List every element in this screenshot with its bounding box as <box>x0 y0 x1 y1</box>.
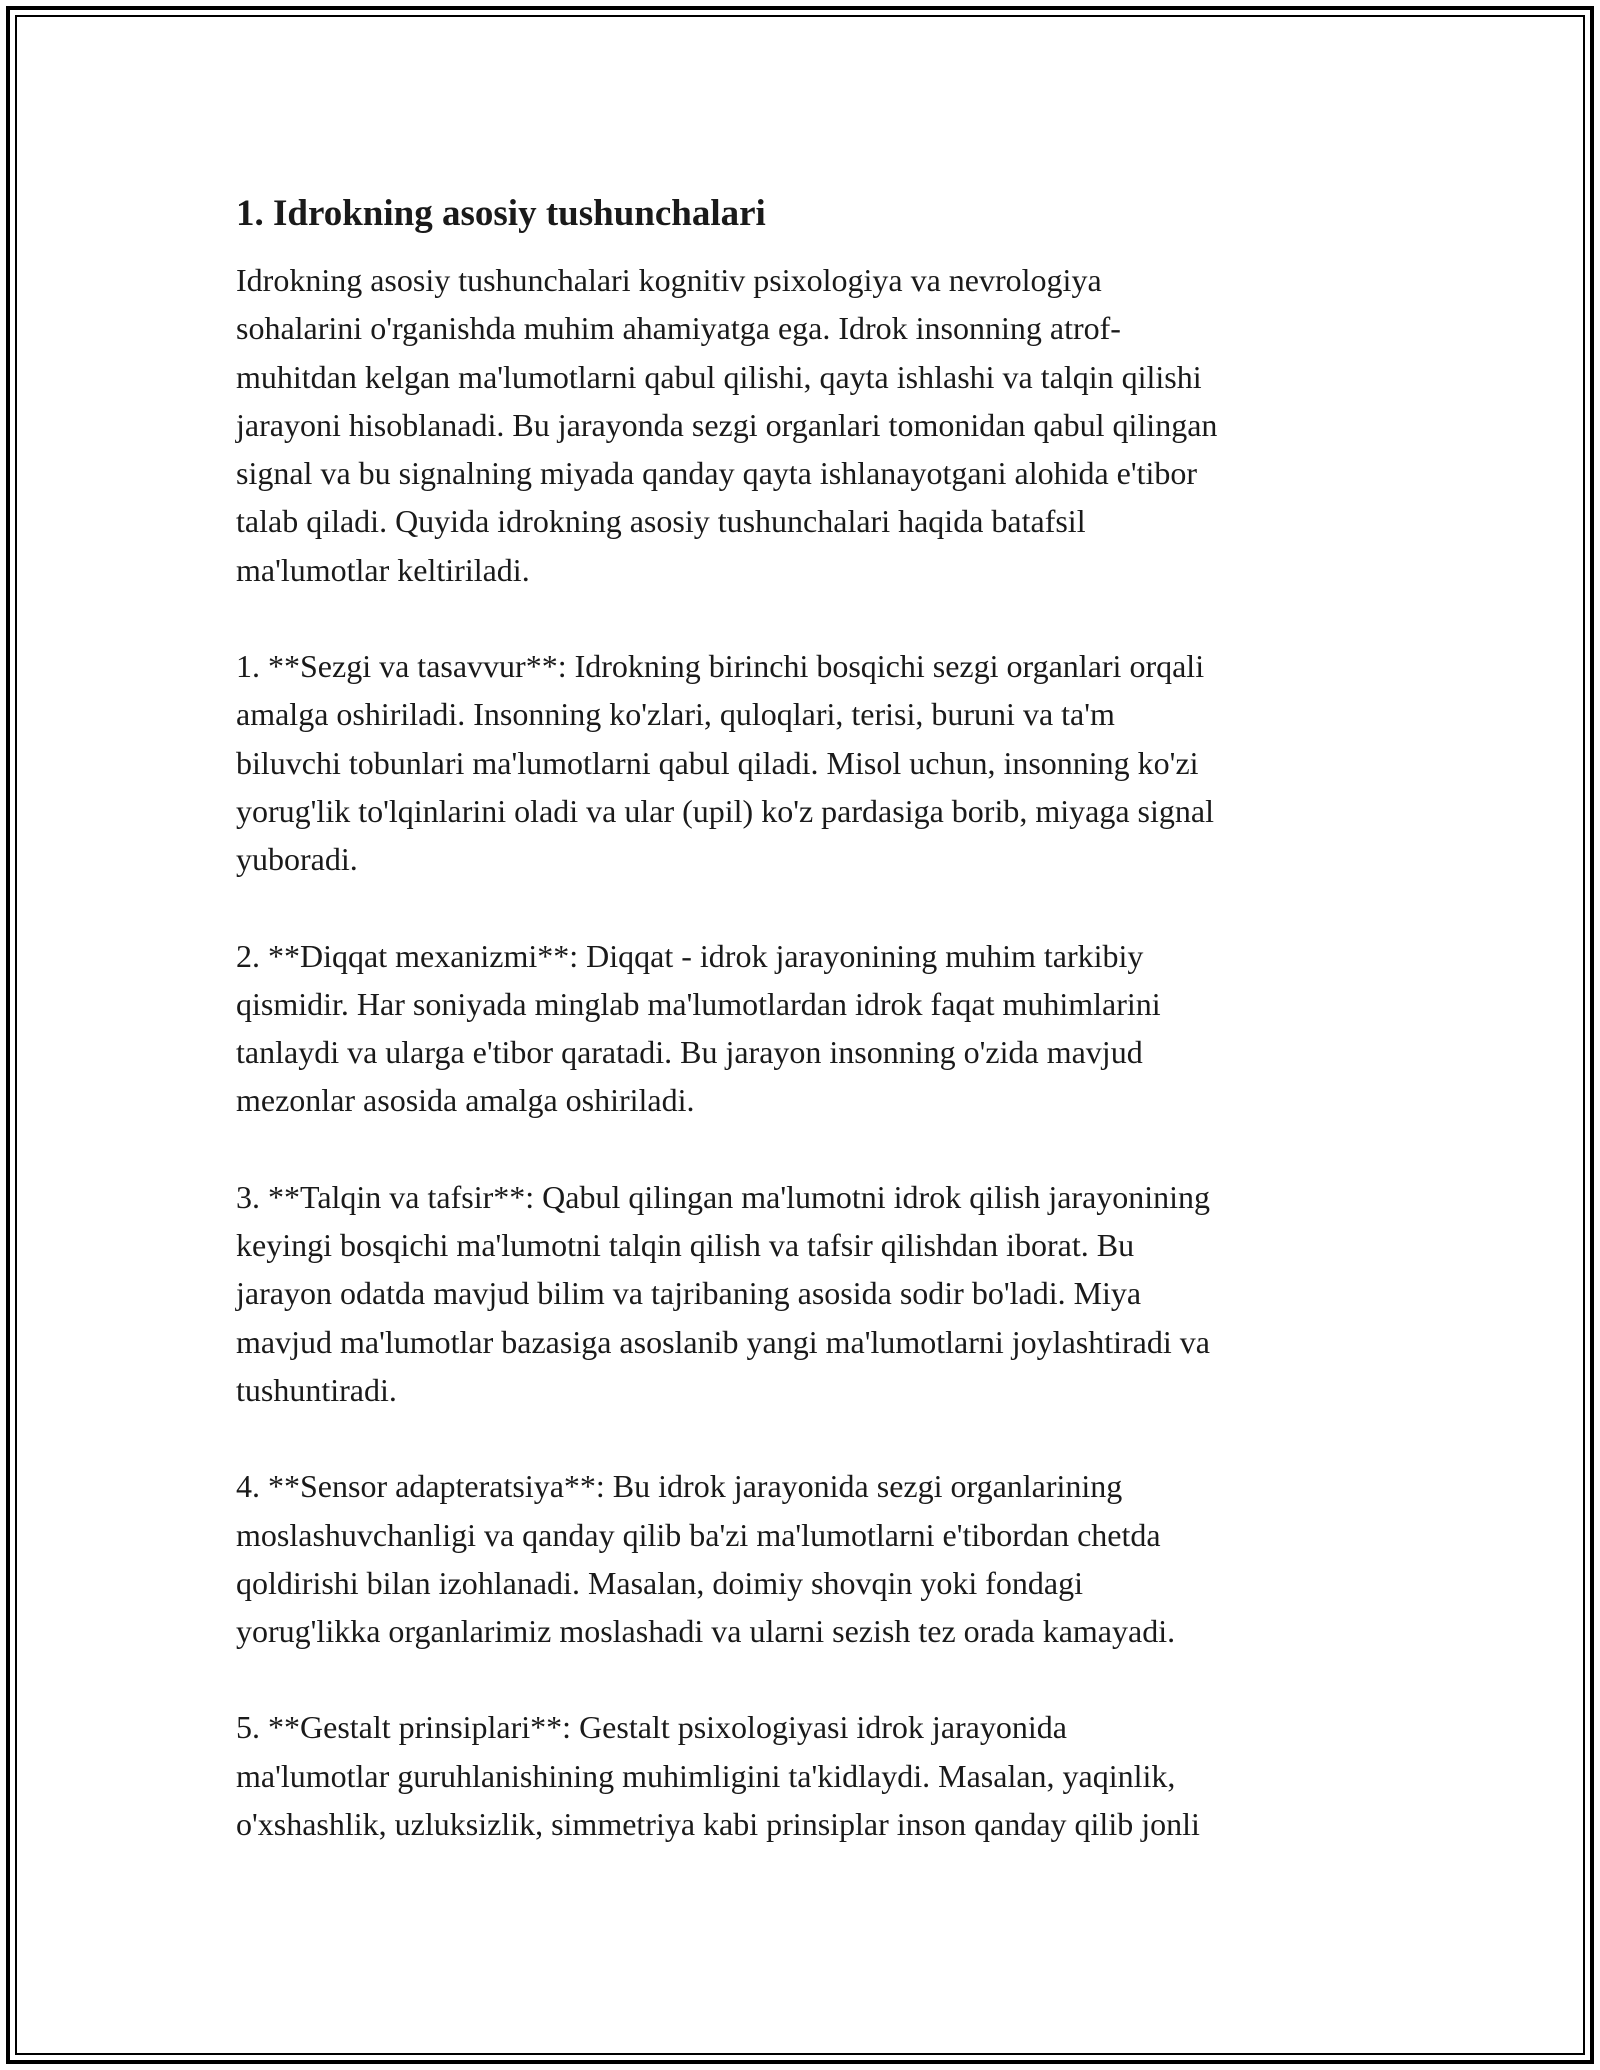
section-heading: 1. Idrokning asosiy tushunchalari <box>236 193 766 234</box>
list-item-diqqat: 2. **Diqqat mexanizmi**: Diqqat - idrok jarayonining muhim tarkibiy qismidir. Har soniyada minglab ma'lumotlardan idrok faqat muhimlarini tanlaydi va ularga e'tibor qaratadi. Bu jarayon insonning o'zida mavjud mezonlar asosida amalga oshiriladi. <box>236 937 1161 1119</box>
list-item-gestalt: 5. **Gestalt prinsiplari**: Gestalt psixologiyasi idrok jarayonida ma'lumotlar guruhlanishining muhimligini ta'kidlaydi. Masalan, yaqinlik, o'xshashlik, uzluksizlik, simmetriya kabi prinsiplar inson qanday qilib jonli <box>236 1709 1200 1843</box>
list-item-sensor: 4. **Sensor adapteratsiya**: Bu idrok jarayonida sezgi organlarining moslashuvchanligi va qanday qilib ba'zi ma'lumotlarni e'tibordan chetda qoldirishi bilan izohlanadi. Masalan, doimiy shovqin yoki fondagi yorug'likka organlarimiz moslashadi va ularni sezish tez orada kamayadi. <box>236 1468 1176 1650</box>
intro-paragraph: Idrokning asosiy tushunchalari kognitiv psixologiya va nevrologiya sohalarini o'rganishda muhim ahamiyatga ega. Idrok insonning atrof- muhitdan kelgan ma'lumotlarni qabul qilishi, qayta ishlashi va talqin qilishi jarayoni hisoblanadi. Bu jarayonda sezgi organlari tomonidan qabul qilingan signal va bu signalning miyada qanday qayta ishlanayotgani alohida e'tibor talab qiladi. Quyida idrokning asosiy tushunchalari haqida batafsil ma'lumotlar keltiriladi. <box>236 262 1218 588</box>
list-item-sezgi: 1. **Sezgi va tasavvur**: Idrokning birinchi bosqichi sezgi organlari orqali amalga oshiriladi. Insonning ko'zlari, quloqlari, terisi, buruni va ta'm biluvchi tobunlari ma'lumotlarni qabul qiladi. Misol uchun, insonning ko'zi yorug'lik to'lqinlarini oladi va ular (upil) ko'z pardasiga borib, miyaga signal yuboradi. <box>236 648 1214 878</box>
document-body <box>236 188 1376 1848</box>
list-item-talqin: 3. **Talqin va tafsir**: Qabul qilingan ma'lumotni idrok qilish jarayonining keyingi bosqichi ma'lumotni talqin qilish va tafsir qilishdan iborat. Bu jarayon odatda mavjud bilim va tajribaning asosida sodir bo'ladi. Miya mavjud ma'lumotlar bazasiga asoslanib yangi ma'lumotlarni joylashtiradi va tushuntiradi. <box>236 1178 1211 1408</box>
